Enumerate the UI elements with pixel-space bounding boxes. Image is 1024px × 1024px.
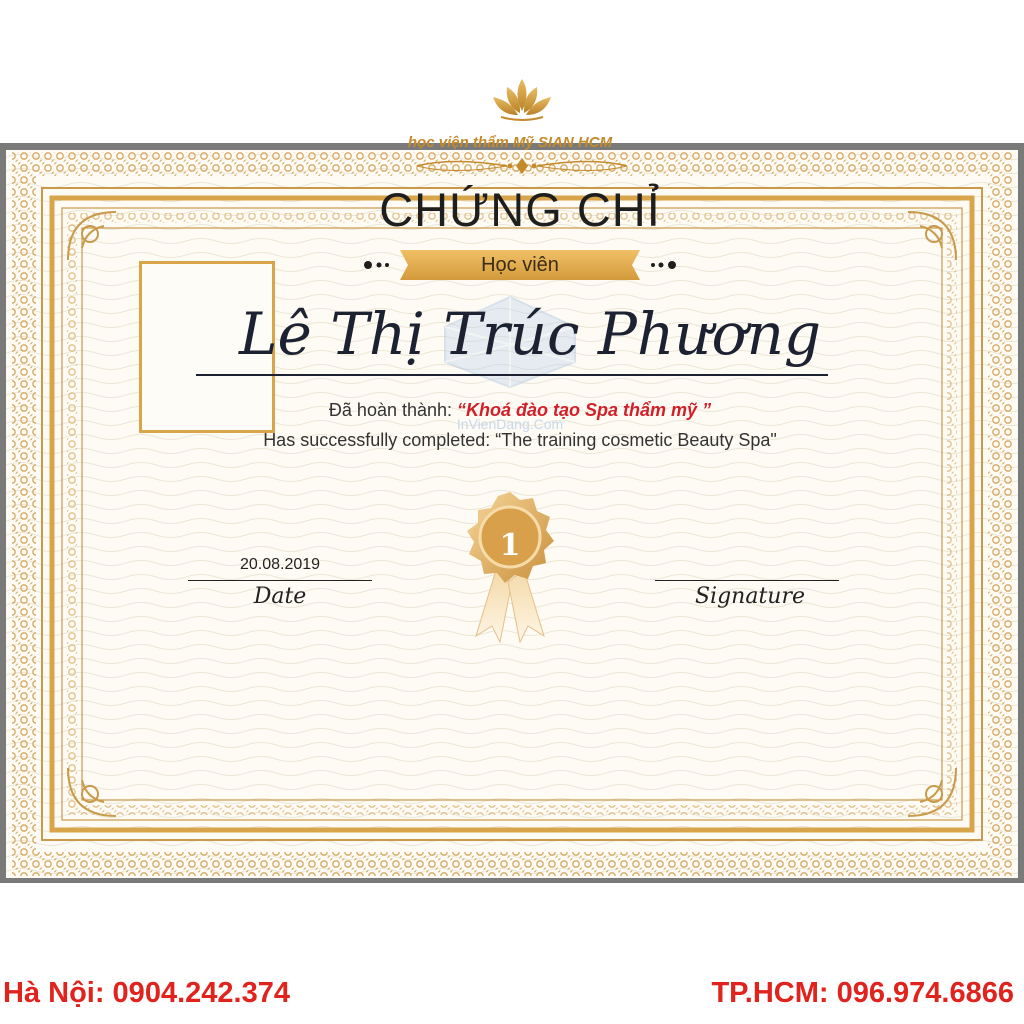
completion-prefix: Đã hoàn thành: <box>328 400 458 420</box>
date-line <box>188 580 372 581</box>
lotus-logo-icon <box>487 75 557 125</box>
ribbon-label: Học viên <box>481 254 559 276</box>
signature-line <box>655 580 839 581</box>
date-label: Date <box>253 584 307 609</box>
signature-label: Signature <box>694 584 806 609</box>
medal-ribbon-icon <box>462 490 558 646</box>
watermark-text: InVienDang.Com <box>456 416 564 432</box>
title-flourish <box>412 155 632 177</box>
footer-hanoi-phone: Hà Nội: 0904.242.374 <box>3 977 290 1009</box>
footer-hcm-phone: TP.HCM: 096.974.6866 <box>711 977 1014 1009</box>
certificate-title: CHỨNG CHỈ <box>379 183 661 236</box>
recipient-name: Lê Thị Trúc Phương <box>238 300 822 368</box>
course-name-vi: “Khoá đào tạo Spa thẩm mỹ ” <box>457 400 712 420</box>
academy-name: học viện thẩm Mỹ SIAN HCM <box>407 134 613 151</box>
date-value: 20.08.2019 <box>239 556 321 573</box>
name-underline <box>196 374 828 376</box>
completion-line-en: Has successfully completed: “The training cosmetic Beauty Spa" <box>263 430 777 450</box>
medal-number: 1 <box>499 528 521 563</box>
